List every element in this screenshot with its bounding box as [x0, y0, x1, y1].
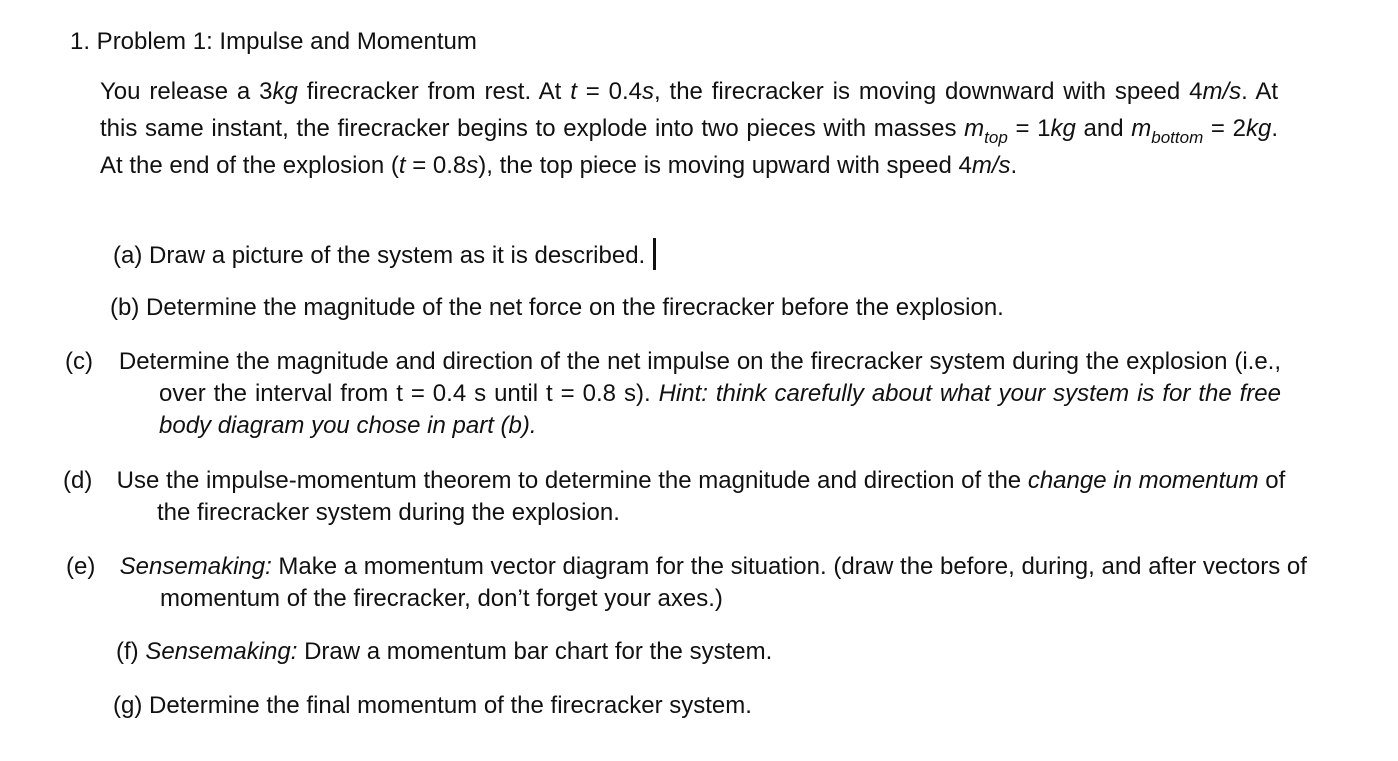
part-text: Determine the magnitude of the net force on the firecracker before the explosion. [146, 294, 1004, 321]
intro-text: You release a 3 [100, 78, 273, 105]
part-label: (b) [110, 294, 140, 321]
part-text: Determine the magnitude and direction of the net impulse on the firecracker system during the explosion (i.e., over the interval from t = 0.4 s until t = 0.8 s). [118, 348, 1282, 407]
intro-text: firecracker from rest. At [297, 78, 571, 105]
text-cursor [653, 238, 656, 270]
part-hint: Hint: think carefully about what your system is for the free body diagram you chose in part (b). [159, 380, 1281, 439]
subscript-top: top [984, 128, 1008, 147]
intro-text: , the firecracker is moving downward with speed 4 [654, 78, 1203, 105]
intro-text: . At the end of the explosion ( [100, 115, 1278, 179]
unit: kg [1245, 115, 1272, 142]
problem-title: 1. Problem 1: Impulse and Momentum [70, 28, 477, 55]
part-b [110, 292, 1004, 324]
unit: kg [272, 78, 298, 105]
part-emphasis: change in momentum [1027, 467, 1259, 494]
subscript-bottom: bottom [1151, 128, 1204, 147]
part-g [113, 690, 752, 722]
intro-text: . [1010, 152, 1018, 179]
mass-symbol-bottom: m [1131, 115, 1152, 142]
intro-text: = 1 [1007, 115, 1051, 142]
part-text: Determine the final momentum of the firecracker system. [149, 692, 752, 719]
intro-text: and [1075, 115, 1132, 142]
unit: m/s [971, 152, 1011, 179]
unit: m/s [1202, 78, 1242, 105]
intro-text: = 2 [1203, 115, 1246, 142]
variable: t [570, 78, 577, 105]
part-a [113, 238, 656, 272]
part-d: (d) Use the impulse-momentum theorem to determine the magnitude and direction of the change in momentum of the firecracker system during the explosion. [63, 467, 1286, 526]
unit: kg [1050, 115, 1076, 142]
part-label: (f) [116, 638, 139, 665]
intro-text: = 0.8 [405, 152, 467, 179]
part-c: (c) Determine the magnitude and direction of the net impulse on the firecracker system during the explosion (i.e., over the interval from t = 0.4 s until t = 0.8 s). Hint: think carefully about what your system is for the free body diagram you chose in part (b). [65, 348, 1282, 439]
variable: t [398, 152, 406, 179]
part-text: of the firecracker system during the explosion. [157, 467, 1286, 526]
part-e: (e) Sensemaking: Make a momentum vector diagram for the situation. (draw the before, during, and after vectors of momentum of the firecracker, don’t forget your axes.) [66, 553, 1307, 612]
part-emphasis: Sensemaking: [119, 553, 272, 580]
part-text: Draw a momentum bar chart for the system. [297, 638, 773, 665]
mass-symbol-top: m [964, 115, 985, 142]
intro-text: ), the top piece is moving upward with speed 4 [478, 152, 972, 179]
unit: s [642, 78, 654, 105]
part-label: (a) [113, 242, 143, 269]
intro-text: = 0.4 [576, 78, 642, 105]
intro-text: . At this same instant, the firecracker begins to explode into two pieces with masses [100, 78, 1279, 142]
unit: s [466, 152, 479, 179]
part-text: Use the impulse-momentum theorem to determine the magnitude and direction of the [116, 467, 1028, 494]
part-text: Draw a picture of the system as it is described. [149, 242, 646, 269]
part-label: (g) [113, 692, 143, 719]
part-text: Make a momentum vector diagram for the situation. (draw the before, during, and after vectors of momentum of the firecracker, don’t forget your axes.) [160, 553, 1307, 612]
problem-statement [100, 73, 1278, 184]
part-emphasis: Sensemaking: [145, 638, 298, 665]
part-f [116, 636, 772, 668]
